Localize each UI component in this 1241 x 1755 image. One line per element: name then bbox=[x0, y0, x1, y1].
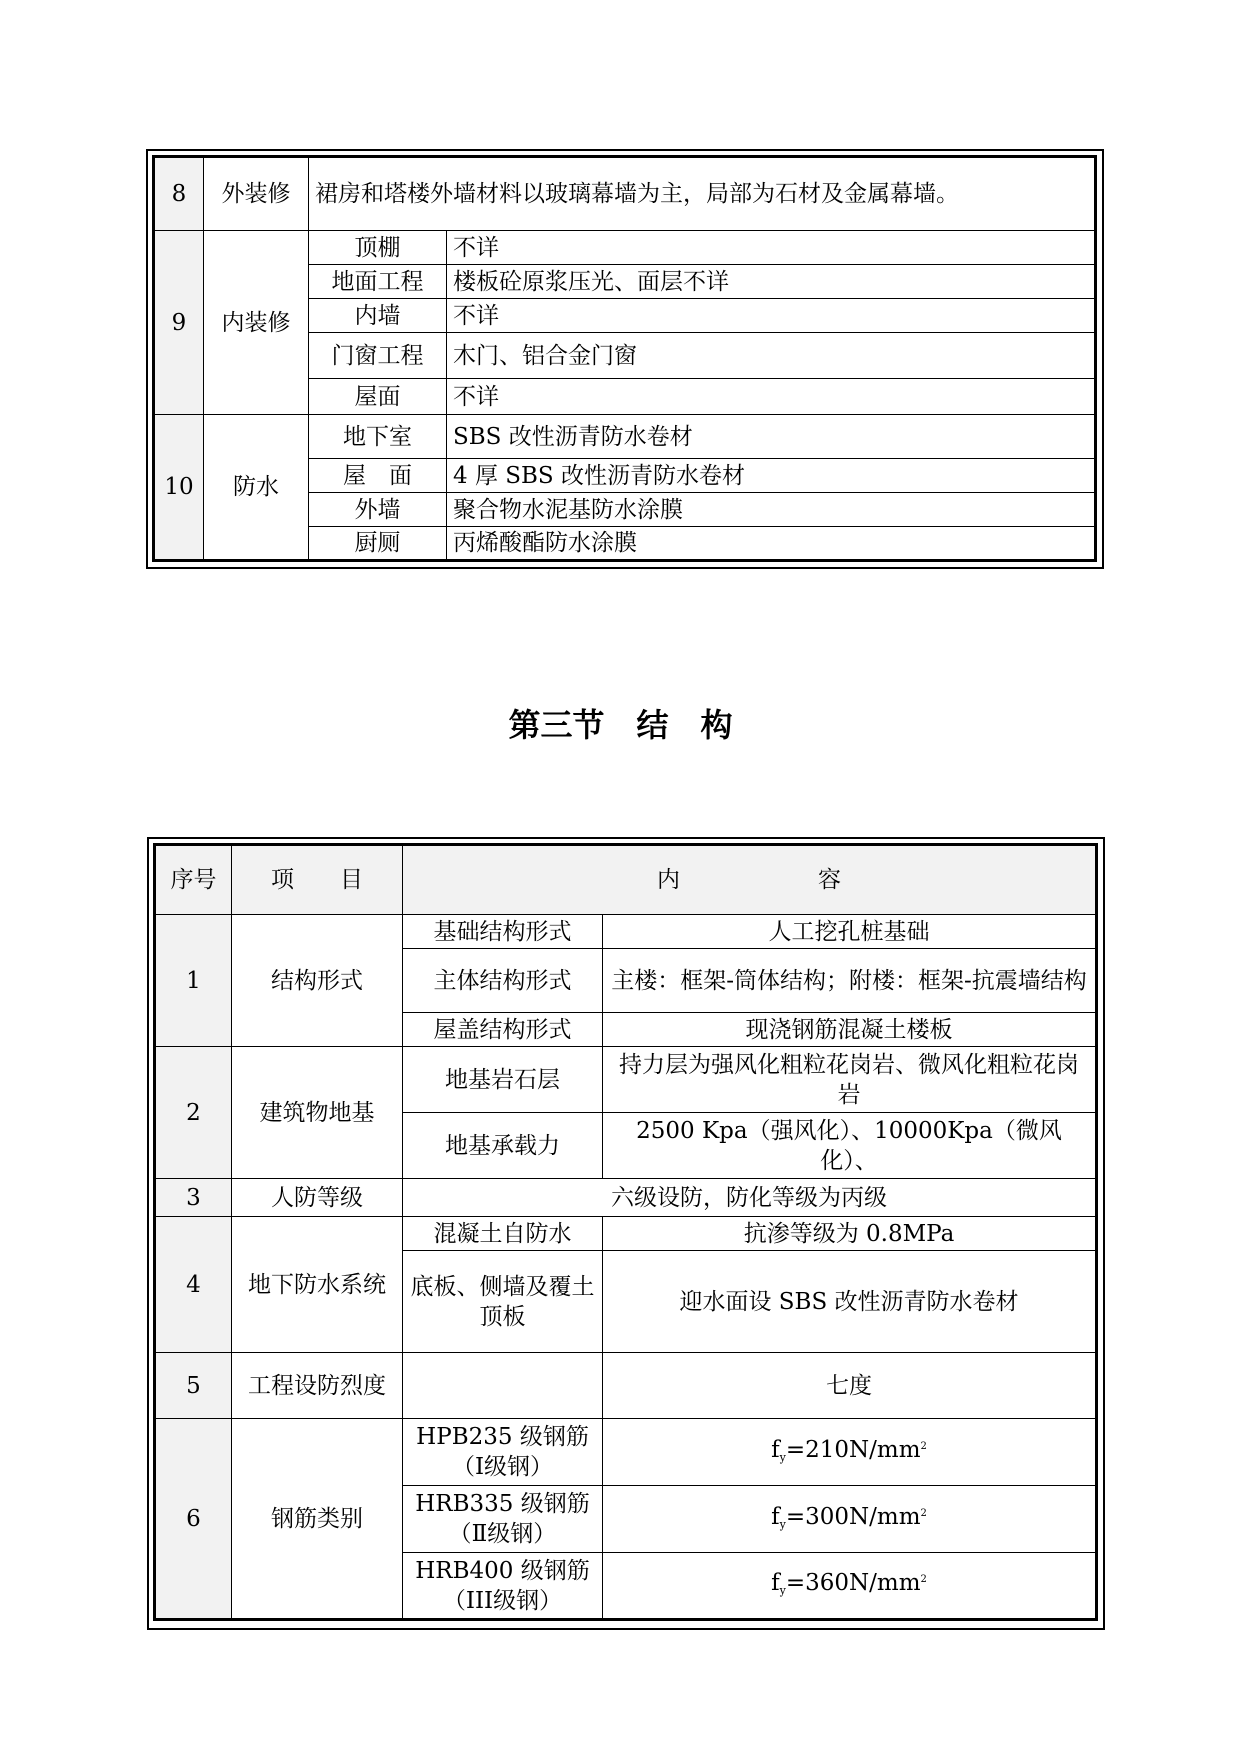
sub-item-value: $f_y=360N/mm^2$ bbox=[603, 1553, 1097, 1620]
sub-item-name: 厨厕 bbox=[309, 527, 447, 561]
sub-item-value: 七度 bbox=[603, 1353, 1097, 1419]
table-row bbox=[155, 1353, 1097, 1419]
sub-item-name: 屋盖结构形式 bbox=[403, 1013, 603, 1047]
item-name: 工程设防烈度 bbox=[232, 1353, 403, 1419]
sub-item-name: 底板、侧墙及覆土顶板 bbox=[403, 1251, 603, 1353]
item-name: 内装修 bbox=[204, 231, 309, 415]
sub-item-value: 现浇钢筋混凝土楼板 bbox=[603, 1013, 1097, 1047]
item-name: 外装修 bbox=[204, 157, 309, 231]
sub-item-name: 顶棚 bbox=[309, 231, 447, 265]
sub-item-name: 屋 面 bbox=[309, 459, 447, 493]
row-number: 5 bbox=[155, 1353, 232, 1419]
table-header-row bbox=[155, 845, 1097, 915]
sub-item-name: HRB400 级钢筋（III级钢） bbox=[403, 1553, 603, 1620]
sub-item-name: 门窗工程 bbox=[309, 333, 447, 379]
item-name: 防水 bbox=[204, 415, 309, 561]
sub-item-name: 基础结构形式 bbox=[403, 915, 603, 949]
row-number: 9 bbox=[154, 231, 204, 415]
sub-item-name: HPB235 级钢筋（Ⅰ级钢） bbox=[403, 1419, 603, 1486]
sub-item-value: 丙烯酸酯防水涂膜 bbox=[447, 527, 1096, 561]
table-structure bbox=[153, 843, 1098, 1621]
table-row bbox=[155, 1179, 1097, 1217]
sub-item-value: 主楼：框架-筒体结构；附楼：框架-抗震墙结构 bbox=[603, 949, 1097, 1013]
row-number: 6 bbox=[155, 1419, 232, 1620]
sub-item-name: 地面工程 bbox=[309, 265, 447, 299]
sub-item-value: $f_y=210N/mm^2$ bbox=[603, 1419, 1097, 1486]
item-name: 地下防水系统 bbox=[232, 1217, 403, 1353]
sub-item-value: 持力层为强风化粗粒花岗岩、微风化粗粒花岗岩 bbox=[603, 1047, 1097, 1113]
sub-item-value: 聚合物水泥基防水涂膜 bbox=[447, 493, 1096, 527]
sub-item-value: 木门、铝合金门窗 bbox=[447, 333, 1096, 379]
row-number: 3 bbox=[155, 1179, 232, 1217]
section-title: 第三节 结 构 bbox=[508, 706, 733, 744]
header-number: 序号 bbox=[155, 845, 232, 915]
sub-item-name: 屋面 bbox=[309, 379, 447, 415]
sub-item-value: 抗渗等级为 0.8MPa bbox=[603, 1217, 1097, 1251]
row-number: 8 bbox=[154, 157, 204, 231]
sub-item-name: 混凝土自防水 bbox=[403, 1217, 603, 1251]
sub-item-value: 人工挖孔桩基础 bbox=[603, 915, 1097, 949]
table-row bbox=[154, 415, 1096, 459]
sub-item-value: 楼板砼原浆压光、面层不详 bbox=[447, 265, 1096, 299]
sub-item-name: 地下室 bbox=[309, 415, 447, 459]
table-row bbox=[154, 157, 1096, 231]
sub-item-value: $f_y=300N/mm^2$ bbox=[603, 1486, 1097, 1553]
table-row bbox=[155, 1419, 1097, 1486]
table-row bbox=[155, 915, 1097, 949]
header-content: 内 容 bbox=[403, 845, 1097, 915]
sub-item-value: 不详 bbox=[447, 379, 1096, 415]
table-row bbox=[154, 231, 1096, 265]
item-content: 六级设防，防化等级为丙级 bbox=[403, 1179, 1097, 1217]
sub-item-name: 地基承载力 bbox=[403, 1113, 603, 1179]
sub-item-name: HRB335 级钢筋（Ⅱ级钢） bbox=[403, 1486, 603, 1553]
header-item: 项 目 bbox=[232, 845, 403, 915]
row-number: 10 bbox=[154, 415, 204, 561]
sub-item-value: 4 厚 SBS 改性沥青防水卷材 bbox=[447, 459, 1096, 493]
row-number: 2 bbox=[155, 1047, 232, 1179]
sub-item-value: 不详 bbox=[447, 231, 1096, 265]
row-number: 4 bbox=[155, 1217, 232, 1353]
item-name: 人防等级 bbox=[232, 1179, 403, 1217]
sub-item-name: 地基岩石层 bbox=[403, 1047, 603, 1113]
table-row bbox=[155, 1047, 1097, 1113]
row-number: 1 bbox=[155, 915, 232, 1047]
item-name: 建筑物地基 bbox=[232, 1047, 403, 1179]
sub-item-name: 主体结构形式 bbox=[403, 949, 603, 1013]
item-name: 钢筋类别 bbox=[232, 1419, 403, 1620]
sub-item-value: 2500 Kpa（强风化）、10000Kpa（微风化）、 bbox=[603, 1113, 1097, 1179]
table-finishes bbox=[152, 155, 1097, 562]
sub-item-name bbox=[403, 1353, 603, 1419]
item-name: 结构形式 bbox=[232, 915, 403, 1047]
sub-item-name: 内墙 bbox=[309, 299, 447, 333]
sub-item-value: 迎水面设 SBS 改性沥青防水卷材 bbox=[603, 1251, 1097, 1353]
sub-item-value: SBS 改性沥青防水卷材 bbox=[447, 415, 1096, 459]
item-content: 裙房和塔楼外墙材料以玻璃幕墙为主，局部为石材及金属幕墙。 bbox=[309, 157, 1096, 231]
sub-item-value: 不详 bbox=[447, 299, 1096, 333]
sub-item-name: 外墙 bbox=[309, 493, 447, 527]
table-row bbox=[155, 1217, 1097, 1251]
